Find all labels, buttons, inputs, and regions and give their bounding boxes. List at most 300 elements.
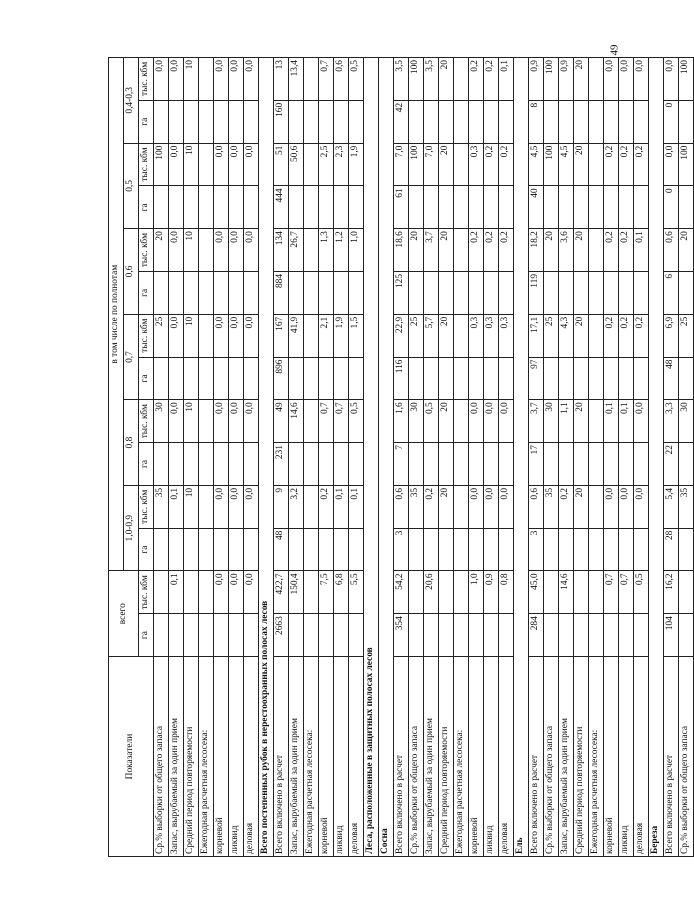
table-cell: 20 [574,485,589,528]
table-cell [169,357,184,400]
table-cell: 0,5 [634,571,649,614]
table-cell: 0,0 [484,400,499,443]
table-cell [304,314,319,357]
table-cell: 10 [184,400,199,443]
table-cell [544,614,559,657]
table-cell [199,186,214,229]
table-cell: 0,5 [424,400,439,443]
table-cell [589,357,604,400]
table-cell: 125 [394,271,409,314]
table-cell [544,528,559,571]
table-cell [184,528,199,571]
table-cell: 0,6 [334,58,349,101]
table-cell: 100 [544,143,559,186]
table-cell [619,186,634,229]
table-cell [679,571,694,614]
table-cell [469,271,484,314]
table-cell [454,100,469,143]
table-cell [574,443,589,486]
table-row [619,58,634,857]
table-cell [199,485,214,528]
table-cell: 0,2 [619,143,634,186]
table-row [574,58,589,857]
table-cell [619,100,634,143]
table-cell: 0,2 [319,485,334,528]
table-cell [439,571,454,614]
table-row [289,58,304,857]
table-cell [304,100,319,143]
table-cell [634,614,649,657]
table-cell: 0,0 [619,485,634,528]
row-label: Запас, вырубаемый за один прием [169,657,184,857]
table-cell: 150,4 [289,571,304,614]
table-cell [154,443,169,486]
table-cell: 1,9 [349,143,364,186]
row-label: деловая [634,657,649,857]
table-cell [349,186,364,229]
table-cell: 25 [679,314,694,357]
table-cell [454,400,469,443]
table-cell: 3,5 [424,58,439,101]
table-cell [484,443,499,486]
table-cell [154,271,169,314]
table-cell [199,614,214,657]
table-cell: 0,2 [484,58,499,101]
table-cell: 0,0 [469,400,484,443]
row-label: корневой [604,657,619,857]
table-cell [184,100,199,143]
table-cell: 3 [394,528,409,571]
table-cell: 10 [184,143,199,186]
table-cell [604,614,619,657]
header-unit: га [139,614,154,657]
table-cell: 16,2 [664,571,679,614]
table-row [229,58,244,857]
table-cell [424,614,439,657]
table-cell [199,443,214,486]
table-cell [454,58,469,101]
header-unit: га [139,186,154,229]
table-cell: 100 [409,143,424,186]
table-cell: 0 [664,100,679,143]
table-cell: 3,7 [424,229,439,272]
table-cell: 0,7 [334,400,349,443]
table-cell [334,614,349,657]
header-unit: тыс. кбм [139,485,154,528]
table-cell: 5,7 [424,314,439,357]
header-group: 1,0-0,9 [124,485,139,571]
section-row [259,58,274,857]
row-label: Ежегодная расчетная лесосека: [589,657,604,857]
table-cell [289,271,304,314]
table-cell [454,314,469,357]
table-row [439,58,454,857]
table-cell: 0,0 [214,400,229,443]
table-row [604,58,619,857]
header-group: 0,8 [124,400,139,486]
table-cell: 0,2 [604,143,619,186]
table-cell: 0,0 [634,485,649,528]
table-cell: 17,1 [529,314,544,357]
row-label: Ежегодная расчетная лесосека: [454,657,469,857]
table-cell: 0,9 [529,58,544,101]
table-cell: 0,0 [634,400,649,443]
table-cell: 30 [679,400,694,443]
header-unit: тыс. кбм [139,143,154,186]
row-label: ликвид [619,657,634,857]
table-cell [574,528,589,571]
table-cell [199,571,214,614]
table-cell [319,443,334,486]
table-cell: 896 [274,357,289,400]
table-cell: 100 [544,58,559,101]
row-label: Ср.% выборки от общего запаса [544,657,559,857]
table-row [394,58,409,857]
table-cell: 48 [274,528,289,571]
table-cell [454,271,469,314]
table-cell [409,100,424,143]
table-cell [199,100,214,143]
row-label: Леса, расположенные в защитных полосах лесов [364,58,379,857]
row-label: ликвид [484,657,499,857]
table-cell [334,186,349,229]
table-cell [679,443,694,486]
table-cell: 0,9 [559,58,574,101]
row-label: Ежегодная расчетная лесосека: [304,657,319,857]
table-cell: 0,0 [229,485,244,528]
table-cell [484,357,499,400]
table-cell: 444 [274,186,289,229]
table-cell: 35 [409,485,424,528]
table-cell [559,614,574,657]
table-cell: 0,0 [169,400,184,443]
row-label: Всего включено в расчет [274,657,289,857]
table-cell [499,614,514,657]
table-cell [184,271,199,314]
header-total: всего [109,571,139,657]
table-cell [634,271,649,314]
table-cell [499,357,514,400]
table-cell: 0,2 [604,314,619,357]
table-cell: 25 [154,314,169,357]
row-label: Запас, вырубаемый за один прием [424,657,439,857]
table-cell [589,485,604,528]
table-cell [574,614,589,657]
table-cell [574,100,589,143]
table-row [304,58,319,857]
table-cell [484,614,499,657]
table-cell [304,357,319,400]
table-cell: 20 [574,143,589,186]
header-unit: тыс. кбм [139,571,154,614]
table-cell: 0,0 [469,485,484,528]
table-cell: 6 [664,271,679,314]
table-cell: 2,1 [319,314,334,357]
table-cell: 0,2 [619,229,634,272]
table-cell: 0,2 [499,229,514,272]
header-unit: тыс. кбм [139,314,154,357]
table-cell [169,186,184,229]
table-cell: 0,0 [604,485,619,528]
table-cell [589,443,604,486]
table-cell [589,571,604,614]
table-cell: 0,1 [634,229,649,272]
table-cell [319,100,334,143]
table-cell [244,271,259,314]
table-cell [214,186,229,229]
row-label: Ср.% выборки от общего запаса [679,657,694,857]
table-cell [229,443,244,486]
row-label: Ср.% выборки от общего запаса [154,657,169,857]
table-cell [244,186,259,229]
table-cell [244,528,259,571]
table-row [409,58,424,857]
table-row [454,58,469,857]
table-cell: 45,0 [529,571,544,614]
header-group: 0,6 [124,229,139,315]
table-cell: 0,2 [619,314,634,357]
table-cell: 160 [274,100,289,143]
table-cell [409,186,424,229]
table-cell [289,100,304,143]
table-row [169,58,184,857]
table-row [214,58,229,857]
table-row [274,58,289,857]
table-cell: 0,2 [424,485,439,528]
table-cell: 3,2 [289,485,304,528]
table-cell: 61 [394,186,409,229]
table-cell: 0,0 [154,58,169,101]
table-cell: 40 [529,186,544,229]
table-cell [499,443,514,486]
table-cell: 7,5 [319,571,334,614]
table-cell: 0,6 [664,229,679,272]
table-cell: 0,9 [484,571,499,614]
table-cell: 2,5 [319,143,334,186]
table-cell [349,614,364,657]
table-cell: 2,3 [334,143,349,186]
table-cell: 0,1 [169,571,184,614]
table-row [499,58,514,857]
table-cell [679,271,694,314]
table-cell [454,571,469,614]
table-cell: 0,7 [604,571,619,614]
table-cell: 0,0 [244,314,259,357]
table-cell [409,614,424,657]
table-cell: 0,2 [484,143,499,186]
row-label: корневой [469,657,484,857]
table-cell: 0,5 [349,58,364,101]
table-cell: 0,2 [634,143,649,186]
table-cell: 0,2 [469,58,484,101]
row-label: Ср.% выборки от общего запаса [409,657,424,857]
row-label: Ежегодная расчетная лесосека: [199,657,214,857]
table-cell [334,528,349,571]
table-cell [304,528,319,571]
table-row [664,58,679,857]
table-cell [289,186,304,229]
table-cell [604,528,619,571]
table-cell [559,271,574,314]
table-cell [454,528,469,571]
table-cell [304,400,319,443]
table-cell: 0,2 [484,229,499,272]
table-cell: 0,7 [319,400,334,443]
table-cell: 1,6 [394,400,409,443]
table-cell: 231 [274,443,289,486]
table-cell [634,186,649,229]
header-group: 0,4-0,3 [124,58,139,144]
table-cell [544,186,559,229]
table-cell: 0,2 [634,314,649,357]
header-unit: га [139,271,154,314]
table-cell: 0,1 [169,485,184,528]
table-cell [154,100,169,143]
table-cell: 0,2 [469,229,484,272]
row-label: Запас, вырубаемый за один прием [559,657,574,857]
row-label: Всего включено в расчет [529,657,544,857]
header-group: 0,7 [124,314,139,400]
rotated-page [108,57,691,857]
table-cell: 0,5 [349,400,364,443]
table-cell: 7,0 [424,143,439,186]
table-cell [574,271,589,314]
table-cell [319,271,334,314]
table-cell [439,443,454,486]
table-cell [484,186,499,229]
table-row [319,58,334,857]
table-cell [454,357,469,400]
table-cell [604,186,619,229]
table-row [199,58,214,857]
table-cell: 0,6 [529,485,544,528]
table-cell: 2663 [274,614,289,657]
table-cell: 354 [394,614,409,657]
table-cell [424,357,439,400]
row-label: Средний период повторяемости [574,657,589,857]
table-cell [424,271,439,314]
table-cell [559,443,574,486]
table-cell: 3 [529,528,544,571]
row-label: Всего постепенных рубок в нерестоохранных полосах лесов [259,58,274,857]
table-cell [589,143,604,186]
table-cell [619,528,634,571]
table-cell [439,100,454,143]
table-cell [589,528,604,571]
table-cell [589,186,604,229]
table-cell [484,528,499,571]
table-cell [334,100,349,143]
header-indicator: Показатели [109,657,154,857]
table-cell [454,485,469,528]
table-cell: 0,1 [619,400,634,443]
row-label: Средний период повторяемости [184,657,199,857]
table-cell [544,271,559,314]
table-cell [199,229,214,272]
table-cell: 20 [574,229,589,272]
table-cell [574,186,589,229]
table-cell [244,443,259,486]
table-cell [199,58,214,101]
table-cell: 20 [409,229,424,272]
table-cell: 4,5 [559,143,574,186]
table-cell [559,528,574,571]
table-cell: 0,1 [349,485,364,528]
table-cell: 0,7 [619,571,634,614]
table-cell: 0,2 [499,143,514,186]
table-cell: 20 [439,143,454,186]
table-cell: 20 [439,314,454,357]
table-cell [604,357,619,400]
table-cell: 0,0 [229,571,244,614]
table-cell: 51 [274,143,289,186]
table-cell [199,143,214,186]
row-label: деловая [499,657,514,857]
table-cell [439,271,454,314]
table-cell: 3,7 [529,400,544,443]
row-label: Средний период повторяемости [439,657,454,857]
table-cell: 0,3 [469,143,484,186]
table-cell: 116 [394,357,409,400]
table-cell: 6,9 [664,314,679,357]
table-cell: 0,0 [229,143,244,186]
table-cell [634,443,649,486]
table-cell [304,143,319,186]
table-cell [589,229,604,272]
table-cell: 10 [184,314,199,357]
table-cell [214,443,229,486]
table-row [559,58,574,857]
table-cell: 0,3 [484,314,499,357]
table-cell [589,400,604,443]
table-cell: 26,7 [289,229,304,272]
table-cell: 20 [154,229,169,272]
table-cell [409,528,424,571]
table-cell [544,443,559,486]
table-cell [154,571,169,614]
table-cell: 35 [154,485,169,528]
table-cell: 0,0 [169,314,184,357]
table-cell [244,614,259,657]
table-cell [679,357,694,400]
table-cell [349,271,364,314]
table-cell: 0,0 [664,58,679,101]
table-cell [349,100,364,143]
table-row [544,58,559,857]
header-unit: тыс. кбм [139,58,154,101]
table-cell [229,271,244,314]
table-cell: 0,0 [214,485,229,528]
table-cell: 0,0 [664,143,679,186]
table-cell: 30 [409,400,424,443]
row-label: Сосна [379,58,394,857]
table-cell: 18,6 [394,229,409,272]
table-cell [469,100,484,143]
table-cell: 97 [529,357,544,400]
table-cell: 18,2 [529,229,544,272]
table-cell: 10 [184,229,199,272]
table-cell [409,357,424,400]
table-cell [424,528,439,571]
table-cell [619,443,634,486]
header-row-1 [109,58,124,857]
table-cell: 7,0 [394,143,409,186]
page-number: 49 [608,44,621,56]
table-cell [319,528,334,571]
table-cell [559,100,574,143]
table-row [529,58,544,857]
table-cell [409,443,424,486]
